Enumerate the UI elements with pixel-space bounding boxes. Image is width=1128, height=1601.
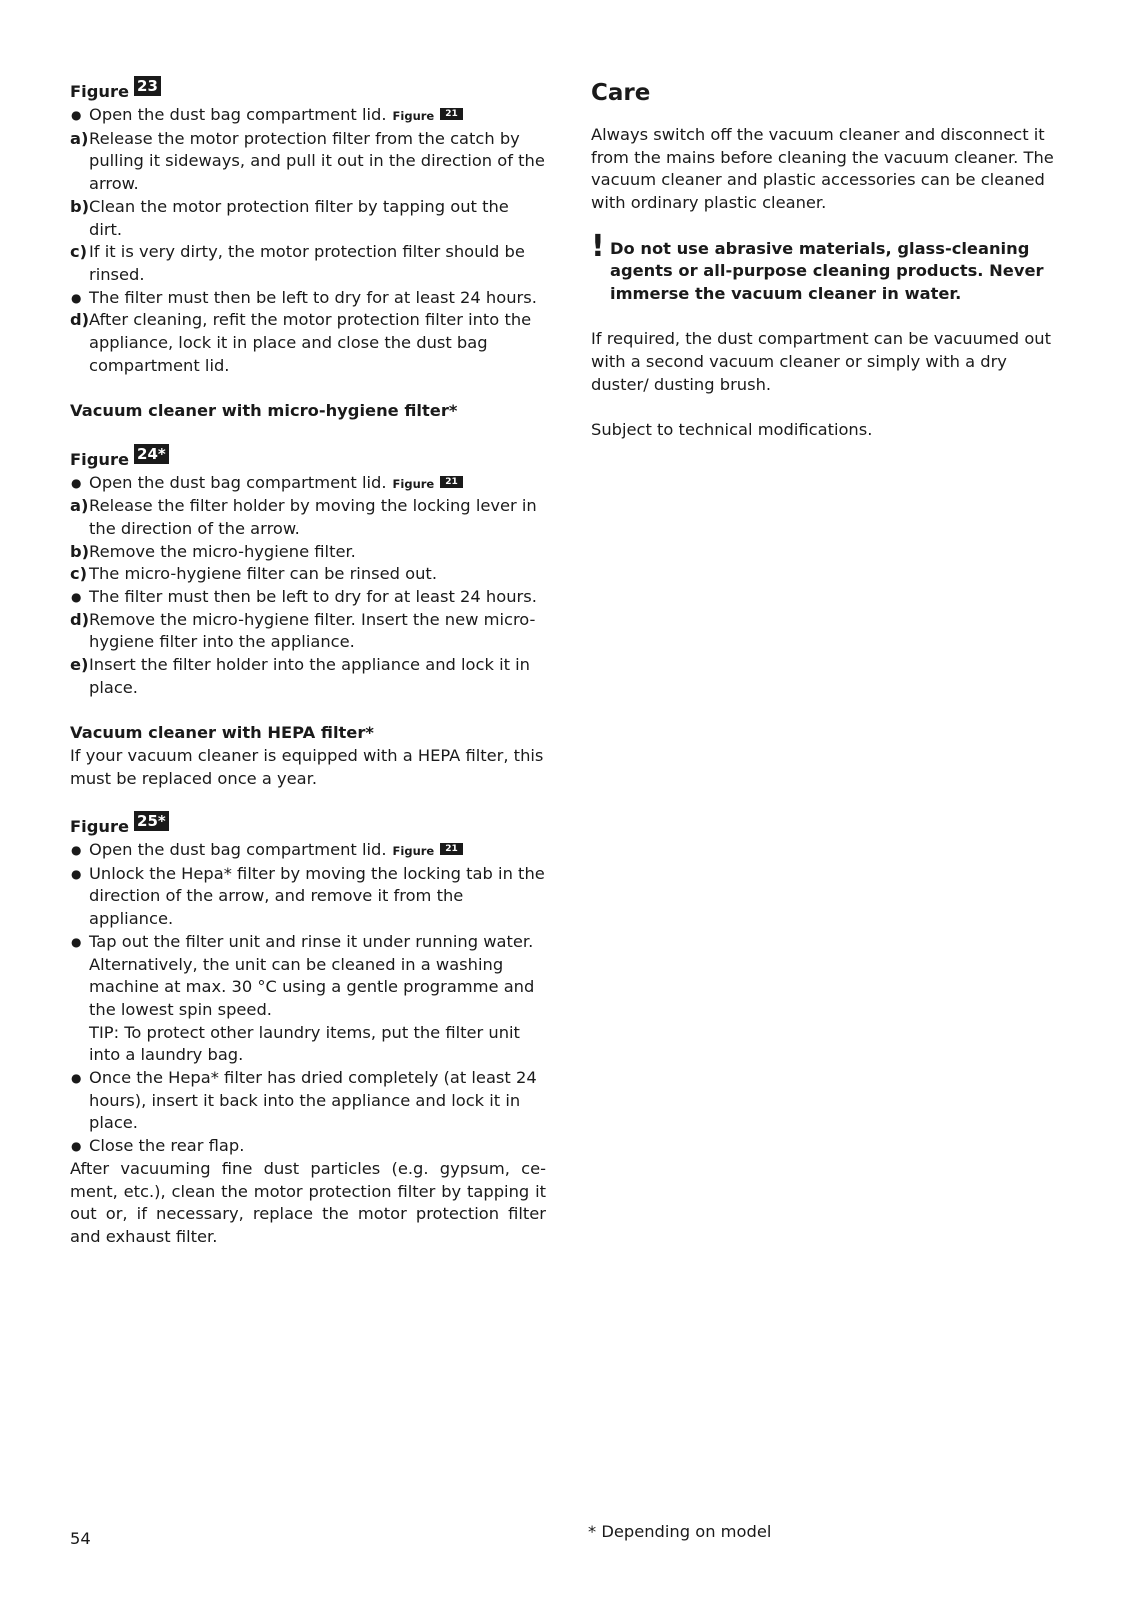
step-text: After cleaning, refit the motor protection filter into the appliance, lock it in place and close the dust bag compartment lid. bbox=[89, 310, 532, 375]
bullet-marker: ● bbox=[71, 934, 82, 949]
step-text: Tap out the filter unit and rinse it under running water. bbox=[89, 931, 534, 951]
step-text: Alternatively, the unit can be cleaned in a washing machine at max. 30 °C using a gentle programme and the lowest spin speed. bbox=[89, 954, 535, 1019]
hepa-heading: Vacuum cleaner with HEPA filter* bbox=[70, 723, 374, 743]
step-text: TIP: To protect other laundry items, put the filter unit into a laundry bag. bbox=[89, 1022, 520, 1065]
figure-23-heading: Figure 23 bbox=[70, 78, 546, 104]
warning-block bbox=[591, 228, 1069, 306]
list-item bbox=[70, 541, 546, 564]
list-item bbox=[70, 104, 546, 128]
step-marker: a) bbox=[70, 128, 89, 148]
list-item bbox=[70, 309, 546, 377]
right-column bbox=[591, 78, 1069, 442]
figure-23-badge: 23 bbox=[134, 76, 161, 96]
step-marker: d) bbox=[70, 609, 90, 629]
step-text: The filter must then be left to dry for at least 24 hours. bbox=[89, 287, 537, 307]
figure-reference-label: Figure bbox=[392, 844, 435, 859]
step-text: Open the dust bag compartment lid. bbox=[89, 472, 387, 492]
figure-23-steps bbox=[70, 104, 546, 377]
bullet-marker: ● bbox=[71, 866, 82, 881]
step-text: The filter must then be left to dry for at least 24 hours. bbox=[89, 587, 537, 607]
step-marker: e) bbox=[70, 655, 89, 675]
figure-25-steps bbox=[70, 839, 546, 1158]
list-item bbox=[70, 472, 546, 496]
list-item bbox=[70, 863, 546, 931]
list-item bbox=[70, 609, 546, 654]
step-text: Clean the motor protection filter by tapping out the dirt. bbox=[89, 196, 509, 239]
hepa-intro: If your vacuum cleaner is equipped with a HEPA filter, this must be replaced once a year. bbox=[70, 745, 544, 788]
micro-hygiene-heading: Vacuum cleaner with micro-hygiene filter* bbox=[70, 401, 458, 421]
step-text: Open the dust bag compartment lid. bbox=[89, 840, 387, 860]
step-text: Remove the micro-hygiene filter. bbox=[89, 541, 356, 561]
bullet-marker: ● bbox=[71, 1139, 82, 1154]
list-item bbox=[70, 1067, 546, 1135]
list-item bbox=[70, 563, 546, 586]
step-text: Close the rear flap. bbox=[89, 1136, 245, 1156]
step-marker: c) bbox=[70, 564, 88, 584]
figure-24-badge: 24* bbox=[134, 444, 169, 464]
figure-25-badge: 25* bbox=[134, 811, 169, 831]
list-item bbox=[70, 495, 546, 540]
figure-reference-badge: 21 bbox=[440, 476, 463, 488]
closing-paragraph: After vacuuming fine dust particles (e.g. gypsum, ce-ment, etc.), clean the motor protection filter by tapping it out or, if necessary, replace the motor protection filter and exhaust filter. bbox=[70, 1158, 546, 1246]
step-text: The micro-hygiene filter can be rinsed out. bbox=[89, 564, 437, 584]
care-title: Care bbox=[591, 80, 651, 106]
list-item bbox=[70, 287, 546, 310]
figure-reference-label: Figure bbox=[392, 109, 435, 123]
figure-24-steps bbox=[70, 472, 546, 700]
bullet-marker: ● bbox=[71, 843, 82, 858]
bullet-marker: ● bbox=[71, 475, 82, 490]
step-text: Release the filter holder by moving the locking lever in the direction of the arrow. bbox=[89, 496, 537, 538]
step-marker: b) bbox=[70, 541, 90, 561]
figure-24-heading: Figure 24* bbox=[70, 446, 546, 472]
list-item bbox=[70, 196, 546, 241]
bullet-marker: ● bbox=[71, 1071, 82, 1086]
step-marker: c) bbox=[70, 242, 88, 262]
bullet-marker: ● bbox=[71, 590, 82, 605]
step-text: Release the motor protection filter from the catch by pulling it sideways, and pull it out in the direction of the arrow. bbox=[89, 128, 545, 194]
figure-reference-badge: 21 bbox=[440, 108, 463, 120]
step-text: Open the dust bag compartment lid. bbox=[89, 105, 387, 124]
figure-25-heading: Figure 25* bbox=[70, 813, 546, 839]
technical-modifications-note: Subject to technical modifications. bbox=[591, 420, 873, 440]
warning-icon: ! bbox=[591, 228, 605, 264]
list-item bbox=[70, 839, 546, 863]
list-item bbox=[70, 241, 546, 286]
list-item bbox=[70, 1022, 546, 1067]
step-text: If it is very dirty, the motor protection filter should be rinsed. bbox=[89, 242, 525, 284]
step-marker: d) bbox=[70, 310, 90, 330]
care-intro: Always switch off the vacuum cleaner and disconnect it from the mains before cleaning the vacuum cleaner. The vacuum cleaner and plastic accessories can be cleaned with ordinary plastic cleaner. bbox=[591, 125, 1054, 213]
warning-text: Do not use abrasive materials, glass-cleaning agents or all-purpose cleaning products. Never immerse the vacuum cleaner in water. bbox=[610, 238, 1044, 303]
bullet-marker: ● bbox=[71, 290, 82, 305]
figure-reference-badge: 21 bbox=[440, 843, 463, 855]
step-text: Remove the micro-hygiene filter. Insert the new micro-hygiene filter into the appliance. bbox=[89, 609, 536, 652]
step-marker: b) bbox=[70, 196, 90, 216]
figure-reference-label: Figure bbox=[392, 476, 435, 491]
list-item bbox=[70, 954, 546, 1022]
page-number: 54 bbox=[70, 1529, 91, 1548]
dust-compartment-text: If required, the dust compartment can be vacuumed out with a second vacuum cleaner or simply with a dry duster/ dusting brush. bbox=[591, 329, 1051, 394]
step-marker: a) bbox=[70, 496, 89, 516]
bullet-marker: ● bbox=[71, 108, 82, 122]
model-footnote: * Depending on model bbox=[588, 1522, 772, 1541]
list-item bbox=[70, 128, 546, 196]
list-item bbox=[70, 586, 546, 609]
step-text: Unlock the Hepa* filter by moving the locking tab in the direction of the arrow, and remove it from the appliance. bbox=[89, 863, 545, 929]
left-column bbox=[70, 78, 546, 1249]
list-item bbox=[70, 654, 546, 699]
step-text: Insert the filter holder into the appliance and lock it in place. bbox=[89, 655, 531, 697]
list-item bbox=[70, 1135, 546, 1158]
list-item bbox=[70, 931, 546, 954]
step-text: Once the Hepa* filter has dried completely (at least 24 hours), insert it back into the appliance and lock it in place. bbox=[89, 1068, 537, 1133]
